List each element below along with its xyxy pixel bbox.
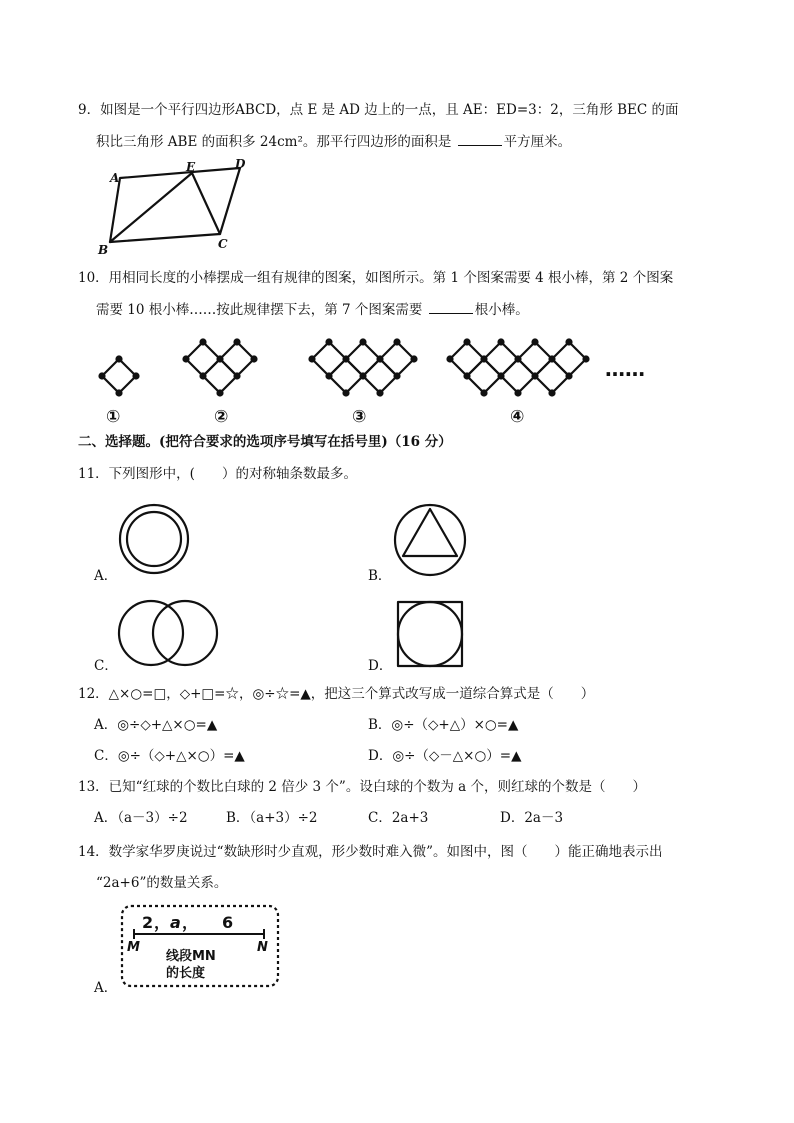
stick-pattern-2: [182, 338, 257, 396]
stick-pattern-4: [446, 338, 589, 396]
stick-square: [518, 342, 552, 376]
parallelogram-abcd: [110, 168, 240, 242]
q12-stem: 12．△×○=□，◇+□=☆，◎÷☆=▲，把这三个算式改写成一道综合算式是（ ）: [78, 686, 595, 702]
q9-parallelogram-figure: [96, 157, 256, 260]
stick-joint-dot: [463, 372, 470, 379]
q13-stem: 13．已知“红球的个数比白球的 2 倍少 3 个”。设白球的个数为 a 个，则红球的个数是（ ）: [78, 779, 646, 795]
stick-joint-dot: [308, 355, 315, 362]
q12-option-b[interactable]: B．◎÷（◇+△）×○=▲: [368, 717, 519, 733]
stick-square: [186, 342, 220, 376]
q11-stem: 11．下列图形中，( ）的对称轴条数最多。: [78, 466, 357, 482]
label-a: A: [110, 171, 120, 185]
pattern-label-1: ①: [106, 407, 121, 427]
fig-label-n: N: [257, 940, 268, 955]
q10-stem-line1: 10．用相同长度的小棒摆成一组有规律的图案，如图所示。第 1 个图案需要 4 根小棒，第 2 个图案: [78, 270, 674, 286]
label-c: C: [218, 237, 228, 251]
stick-joint-dot: [393, 372, 400, 379]
label-d: D: [235, 157, 246, 171]
stick-joint-dot: [548, 389, 555, 396]
label-b: B: [98, 243, 109, 257]
fig-caption-line2: 的长度: [166, 966, 206, 981]
stick-joint-dot: [565, 338, 572, 345]
stick-joint-dot: [531, 372, 538, 379]
stick-joint-dot: [480, 389, 487, 396]
stick-joint-dot: [565, 372, 572, 379]
q9-stem-line2: [96, 131, 571, 152]
stick-square: [501, 359, 535, 393]
stick-joint-dot: [98, 372, 105, 379]
stick-square: [363, 359, 397, 393]
stick-joint-dot: [531, 338, 538, 345]
q11-option-d-label[interactable]: D．: [368, 658, 393, 674]
pattern-label-4: ④: [510, 407, 525, 427]
stick-joint-dot: [376, 389, 383, 396]
stick-joint-dot: [325, 372, 332, 379]
stick-joint-dot: [446, 355, 453, 362]
stick-pattern-3: [308, 338, 417, 396]
stick-pattern-1: [98, 355, 139, 396]
q14-stem: 14．数学家华罗庚说过“数缺形时少直观，形少数时难入微”。如图中，图（ ）能正确地表示出: [78, 844, 663, 860]
fig-comma-1: ，: [154, 913, 171, 932]
fig-number-6: 6: [222, 913, 234, 932]
circle: [395, 505, 465, 575]
stick-joint-dot: [410, 355, 417, 362]
fig-variable-a: a: [170, 913, 181, 932]
section-2-heading: 二、选择题。(把符合要求的选项序号填写在括号里)（16 分）: [78, 434, 452, 450]
stick-joint-dot: [393, 338, 400, 345]
q11-option-a-label[interactable]: A．: [94, 568, 118, 584]
q14-option-a-label[interactable]: A．: [94, 980, 118, 996]
stick-square: [312, 342, 346, 376]
stick-joint-dot: [480, 355, 487, 362]
q14-stem-line2: “2a+6”的数量关系。: [96, 875, 228, 891]
stick-joint-dot: [233, 338, 240, 345]
stick-joint-dot: [548, 355, 555, 362]
q11-figure-a-concentric-circles[interactable]: [118, 503, 190, 575]
q11-figure-c-overlapping-circles[interactable]: [118, 598, 218, 668]
stick-square: [329, 359, 363, 393]
stick-joint-dot: [325, 338, 332, 345]
stick-square: [467, 359, 501, 393]
segment-eb: [110, 173, 192, 242]
q9-stem-line2-unit: 平方厘米。: [503, 134, 572, 150]
q12-option-d[interactable]: D．◎÷（◇－△×○）=▲: [368, 748, 522, 764]
q14-figure-a-segment-box[interactable]: [120, 904, 280, 988]
outer-circle: [120, 505, 188, 573]
fig-comma-2: ，: [182, 913, 199, 932]
q10-stem-line2-unit: 根小棒。: [474, 302, 529, 318]
q9-answer-blank[interactable]: [458, 131, 502, 146]
stick-square: [346, 342, 380, 376]
inscribed-triangle: [403, 509, 457, 556]
segment-ec: [192, 173, 220, 234]
stick-joint-dot: [582, 355, 589, 362]
stick-square: [450, 342, 484, 376]
pattern-ellipsis: ……: [605, 357, 645, 381]
stick-square: [203, 359, 237, 393]
q10-answer-blank[interactable]: [429, 299, 473, 314]
stick-joint-dot: [182, 355, 189, 362]
stick-square: [102, 359, 136, 393]
stick-joint-dot: [250, 355, 257, 362]
inner-circle: [127, 512, 181, 566]
q12-option-c[interactable]: C．◎÷（◇+△×○）=▲: [94, 748, 245, 764]
stick-joint-dot: [514, 355, 521, 362]
stick-joint-dot: [115, 389, 122, 396]
stick-joint-dot: [359, 338, 366, 345]
q10-stem-line2-text: 需要 10 根小棒……按此规律摆下去，第 7 个图案需要: [96, 302, 423, 318]
stick-joint-dot: [233, 372, 240, 379]
inscribed-circle: [398, 602, 462, 666]
stick-joint-dot: [342, 355, 349, 362]
q9-stem-line2-text: 积比三角形 ABE 的面积多 24cm²。那平行四边形的面积是: [96, 134, 452, 150]
stick-square: [380, 342, 414, 376]
q12-option-a[interactable]: A．◎÷◇+△×○=▲: [94, 717, 218, 733]
q13-option-a[interactable]: A．（a－3）÷2: [94, 810, 188, 826]
q11-figure-d-circle-in-square[interactable]: [396, 600, 464, 668]
q13-option-b[interactable]: B．（a+3）÷2: [226, 810, 318, 826]
q9-stem-line1: 9．如图是一个平行四边形ABCD，点 E 是 AD 边上的一点，且 AE：ED=3：2，三角形 BEC 的面: [78, 102, 679, 118]
q10-stick-patterns: [90, 330, 670, 430]
pattern-label-3: ③: [352, 407, 367, 427]
label-e: E: [186, 160, 196, 174]
stick-joint-dot: [199, 372, 206, 379]
right-circle: [153, 601, 217, 665]
stick-square: [535, 359, 569, 393]
stick-joint-dot: [115, 355, 122, 362]
q13-option-c[interactable]: C．2a+3: [368, 810, 429, 826]
q11-option-b-label[interactable]: B．: [368, 568, 392, 584]
left-circle: [119, 601, 183, 665]
stick-joint-dot: [216, 355, 223, 362]
q11-option-c-label[interactable]: C．: [94, 658, 118, 674]
q13-option-d[interactable]: D．2a－3: [500, 810, 564, 826]
q11-figure-b-triangle-in-circle[interactable]: [393, 503, 467, 577]
stick-joint-dot: [463, 338, 470, 345]
stick-joint-dot: [376, 355, 383, 362]
fig-number-2: 2: [142, 913, 154, 932]
stick-joint-dot: [216, 389, 223, 396]
stick-joint-dot: [199, 338, 206, 345]
stick-joint-dot: [497, 372, 504, 379]
stick-joint-dot: [342, 389, 349, 396]
stick-joint-dot: [132, 372, 139, 379]
stick-square: [484, 342, 518, 376]
fig-caption-line1: 线段MN: [166, 949, 216, 964]
stick-joint-dot: [514, 389, 521, 396]
pattern-label-2: ②: [214, 407, 229, 427]
stick-joint-dot: [359, 372, 366, 379]
stick-square: [220, 342, 254, 376]
fig-label-m: M: [127, 940, 140, 955]
stick-square: [552, 342, 586, 376]
stick-joint-dot: [497, 338, 504, 345]
q10-stem-line2: [96, 299, 529, 320]
